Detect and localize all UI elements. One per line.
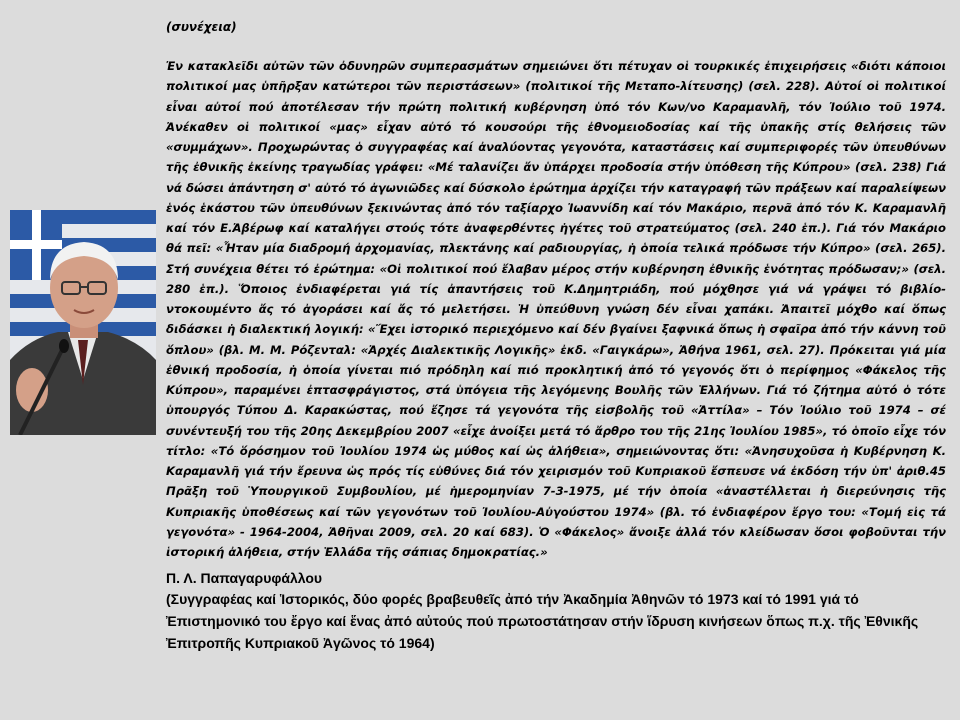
author-name: Π. Λ. Παπαγαρυφάλλου <box>166 570 323 586</box>
author-block <box>166 568 946 654</box>
author-photo-illustration <box>10 210 156 435</box>
paragraph-text: Ἐν κατακλεῖδι αὐτῶν τῶν ὀδυνηρῶν συμπερασμάτων σημειώνει ὅτι πέτυχαν οἱ τουρκικές ἐπιχειρήσεις «διότι κάποιοι πολιτικοί μας ὑπῆρξαν κατώτεροι τῶν περιστάσεων» (πολιτικοί τῆς Μεταπο-λίτευσης) (σελ. 228). Αὐτοί οἱ πολιτικοί εἶναι αὐτοί πού ἀποτέλεσαν τήν πρώτη πολιτική κυβέρνηση ὑπό τόν Κων/νο Καραμανλῆ, τόν Ἰούλιο τοῦ 1974. Ἀνέκαθεν οἱ πολιτικοί «μας» εἶχαν αὐτό τό κουσούρι τῆς ἐθνομειοδοσίας καί τῆς ὑπακῆς στίς θελήσεις τῶν «συμμάχων». Προχωρώντας ὁ συγγραφέας καί ἀναλύοντας γεγονότα, καταστάσεις καί συμπεριφορές τῶν ὑπευθύνων τῆς ἐθνικῆς ἐκείνης τραγωδίας γράφει: «Μέ ταλανίζει ἄν ὑπάρχει προδοσία στήν ὑπόθεση τῆς Κύπρου» (σελ. 238) Γιά νά δώσει ἀπάντηση σ' αὐτό τό ἀγωνιῶδες καί δύσκολο ἐρώτημα ἀρχίζει τήν καταγραφή τῶν πράξεων καί παραλείψεων ἑνός ἑκάστου τῶν ὑπευθύνων ξεκινώντας ἀπό τόν ταξίαρχο Ἰωαννίδη καί τόν Μακάριο, περνᾶ ἀπό τόν Κ. Καραμανλῆ καί τόν Ε.Ἀβέρωφ καί καταλήγει στούς τότε ἀναφερθέντες ἡγέτες τοῦ στρατεύματος (σελ. 240 ἑπ.). Γιά τόν Μακάριο θά πεῖ: «Ἦταν μία διαδρομή ἀρχομανίας, πλεκτάνης καί ραδιουργίας, ἡ ὁποία τελικά πρόδωσε τήν Κύπρο» (σελ. 265). Στή συνέχεια θέτει τό ἐρώτημα: «Οἱ πολιτικοί πού ἔλαβαν μέρος στήν κυβέρνηση ἐθνικῆς ἑνότητας πρόδωσαν;» (σελ. 280 ἑπ.). Ὅποιος ἐνδιαφέρεται γιά τίς ἀπαντήσεις τοῦ Κ.Δημητριάδη, πού μόχθησε γιά νά γράψει τό βιβλίο-ντοκουμέντο ἄς τό ἀγοράσει καί ἄς τό μελετήσει. Ἡ ὑπεύθυνη γνώση δέν εἶναι χαπάκι. Ἀπαιτεῖ μόχθο καί ὅπως διδάσκει ἡ διαλεκτική λογική: «Ἔχει ἱστορικό περιεχόμενο καί δέν βγαίνει ξαφνικά ὅπως ἡ σφαῖρα ἀπό τήν κάννη τοῦ ὅπλου» (βλ. Μ. Μ. Ρόζενταλ: «Ἀρχές Διαλεκτικῆς Λογικῆς» ἐκδ. «Γαιγκάρω», Ἀθήνα 1961, σελ. 27). Πρόκειται γιά μία ἐθνική προδοσία, ἡ ὁποία γίνεται πιό πρόδηλη καί πιό προκλητική ἀπό τό γεγονός ὅτι ὁ περίφημος «Φάκελος τῆς Κύπρου», παραμένει ἐπτασφράγιστος, στά ὑπόγεια τῆς λεγόμενης Βουλῆς τῶν Ἑλλήνων. Γιά τό ζήτημα αὐτό ὁ τότε ὑπουργός Τύπου Δ. Καρακώστας, πού ἔζησε τά γεγονότα τῆς εἰσβολῆς τοῦ «Ἀττίλα» – Τόν Ἰούλιο τοῦ 1974 – σέ συνέντευξή του τῆς 20ης Δεκεμβρίου 2007 «εἶχε ἀνοίξει μετά τό ἄρθρο του τῆς 21ης Ἰουλίου 1985», τό ὁποῖο εἶχε τόν τίτλο: «Τό ὅρόσημον τοῦ Ἰουλίου 1974 ὡς μύθος καί ὡς ἀλήθεια», σημειώνοντας ὅτι: «Ἀνησυχοῦσα ἡ Κυβέρνηση Κ. Καραμανλῆ γιά τήν ἔρευνα ὡς πρός τίς εὐθύνες διά τόν χειρισμόν τοῦ Κυπριακοῦ ἔσπευσε νά ἐκδόση τήν ὑπ' ἀριθ.45 Πρᾶξη τοῦ Ὑπουργικοῦ Συμβουλίου, μέ ἡμερομηνίαν 7-3-1975, μέ τήν ὁποία «ἀναστέλλεται ἡ διερεύνησις τῆς Κυπριακῆς ὑποθέσεως καί τῶν γεγονότων τοῦ Ἰουλίου-Αὐγούστου 1974» (βλ. τό ἐνδιαφέρον ἔργο του: «Τομή εἰς τά γεγονότα» - 1964-2004, Ἀθῆναι 2009, σελ. 20 καί 683). Ὁ «Φάκελος» ἄνοιξε ἀλλά τόν κλείδωσαν ὅσοι φοβοῦνται τήν ἱστορική ἀλήθεια, στήν Ἑλλάδα τῆς σάπιας δημοκρατίας.» <box>166 59 946 559</box>
author-bio: (Συγγραφέας καί Ἱστορικός, δύο φορές βραβευθεῖς ἀπό τήν Ἀκαδημία Ἀθηνῶν τό 1973 καί τό 1991 γιά τό Ἐπιστημονικό του ἔργο καί ἕνας ἀπό αὐτούς πού πρωτοστάτησαν στήν ἵδρυση κινήσεων ὅπως π.χ. τῆς Ἐθνικῆς Ἐπιτροπῆς Κυπριακοῦ Ἀγῶνος τό 1964) <box>166 591 919 651</box>
author-photo <box>10 210 156 435</box>
continued-label: (συνέχεια) <box>166 20 237 34</box>
article-paragraph <box>166 56 946 562</box>
